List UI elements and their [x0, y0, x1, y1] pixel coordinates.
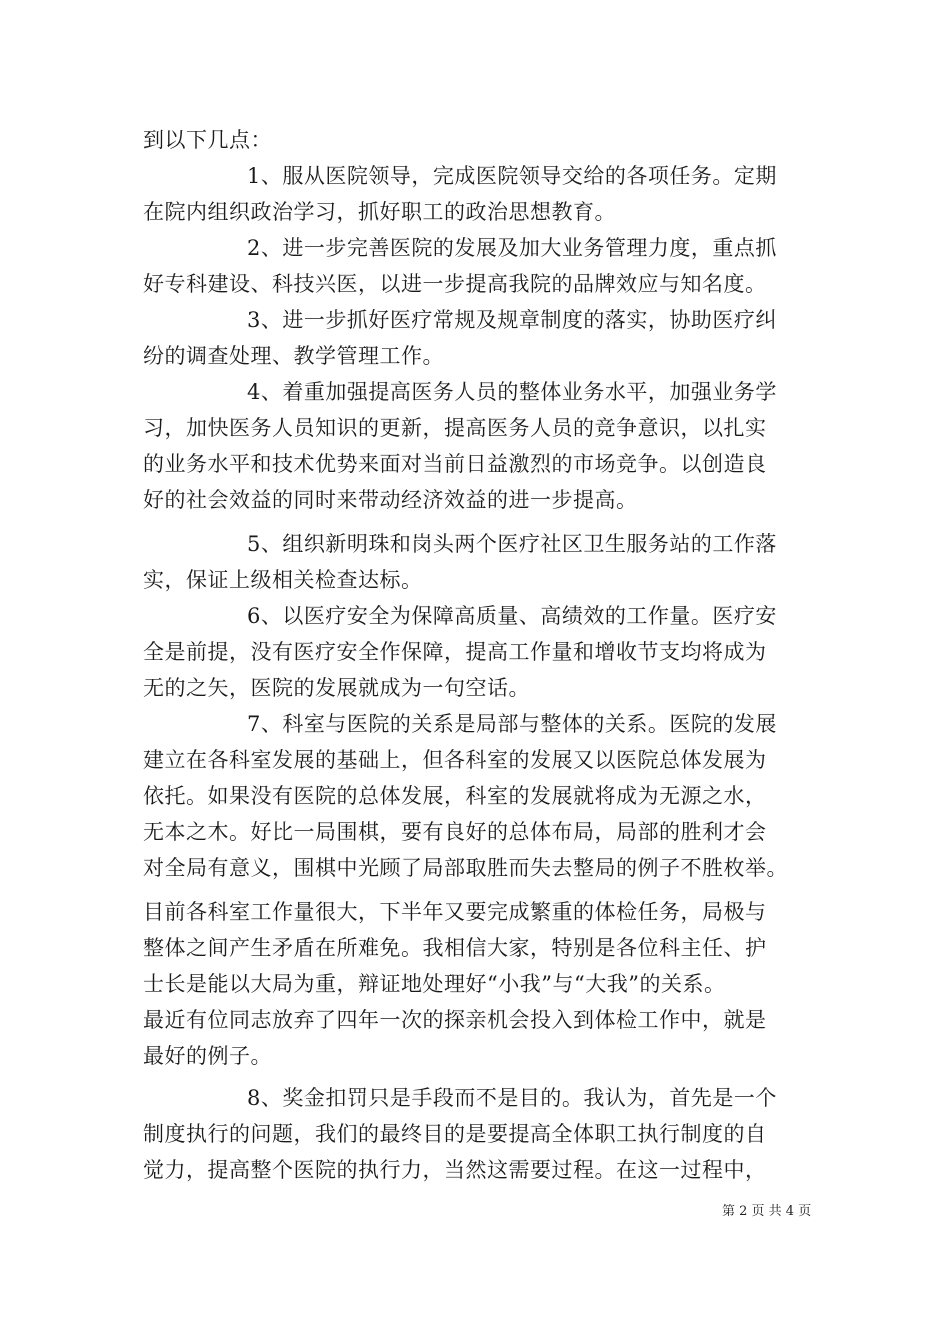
text-line: 制度执行的问题，我们的最终目的是要提高全体职工执行制度的自 [143, 1122, 767, 1146]
text-line: 目前各科室工作量很大，下半年又要完成繁重的体检任务，局极与 [143, 900, 767, 924]
text-line: 实，保证上级相关检查达标。 [143, 568, 423, 592]
text-line: 建立在各科室发展的基础上，但各科室的发展又以医院总体发展为 [143, 748, 767, 772]
text-line: 最近有位同志放弃了四年一次的探亲机会投入到体检工作中，就是 [143, 1008, 767, 1032]
text-line: 习，加快医务人员知识的更新，提高医务人员的竞争意识，以扎实 [143, 416, 767, 440]
text-line: 的业务水平和技术优势来面对当前日益激烈的市场竞争。以创造良 [143, 452, 767, 476]
text-line: 4、着重加强提高医务人员的整体业务水平，加强业务学 [247, 380, 777, 404]
text-line: 8、奖金扣罚只是手段而不是目的。我认为，首先是一个 [247, 1086, 777, 1110]
text-line: 最好的例子。 [143, 1044, 272, 1068]
text-line: 好专科建设、科技兴医，以进一步提高我院的品牌效应与知名度。 [143, 272, 767, 296]
text-line: 无的之矢，医院的发展就成为一句空话。 [143, 676, 530, 700]
text-line: 3、进一步抓好医疗常规及规章制度的落实，协助医疗纠 [247, 308, 777, 332]
text-line: 整体之间产生矛盾在所难免。我相信大家，特别是各位科主任、护 [143, 936, 767, 960]
text-line: 无本之木。好比一局围棋，要有良好的总体布局，局部的胜利才会 [143, 820, 767, 844]
text-line: 全是前提，没有医疗安全作保障，提高工作量和增收节支均将成为 [143, 640, 767, 664]
text-line: 依托。如果没有医院的总体发展，科室的发展就将成为无源之水， [143, 784, 767, 808]
text-line: 5、组织新明珠和岗头两个医疗社区卫生服务站的工作落 [247, 532, 777, 556]
text-line: 7、科室与医院的关系是局部与整体的关系。医院的发展 [247, 712, 777, 736]
text-line: 好的社会效益的同时来带动经济效益的进一步提高。 [143, 488, 638, 512]
page-number-footer: 第 2 页 共 4 页 [722, 1204, 812, 1219]
text-line: 6、以医疗安全为保障高质量、高绩效的工作量。医疗安 [247, 604, 777, 628]
text-line: 纷的调查处理、教学管理工作。 [143, 344, 444, 368]
text-line: 1、服从医院领导，完成医院领导交给的各项任务。定期 [247, 164, 777, 188]
text-line: 觉力，提高整个医院的执行力，当然这需要过程。在这一过程中， [143, 1158, 767, 1182]
text-line: 士长是能以大局为重，辩证地处理好“小我”与“大我”的关系。 [143, 972, 726, 996]
text-line: 对全局有意义，围棋中光顾了局部取胜而失去整局的例子不胜枚举。 [143, 856, 788, 880]
text-line: 到以下几点： [143, 128, 272, 152]
text-line: 在院内组织政治学习，抓好职工的政治思想教育。 [143, 200, 616, 224]
text-line: 2、进一步完善医院的发展及加大业务管理力度，重点抓 [247, 236, 777, 260]
